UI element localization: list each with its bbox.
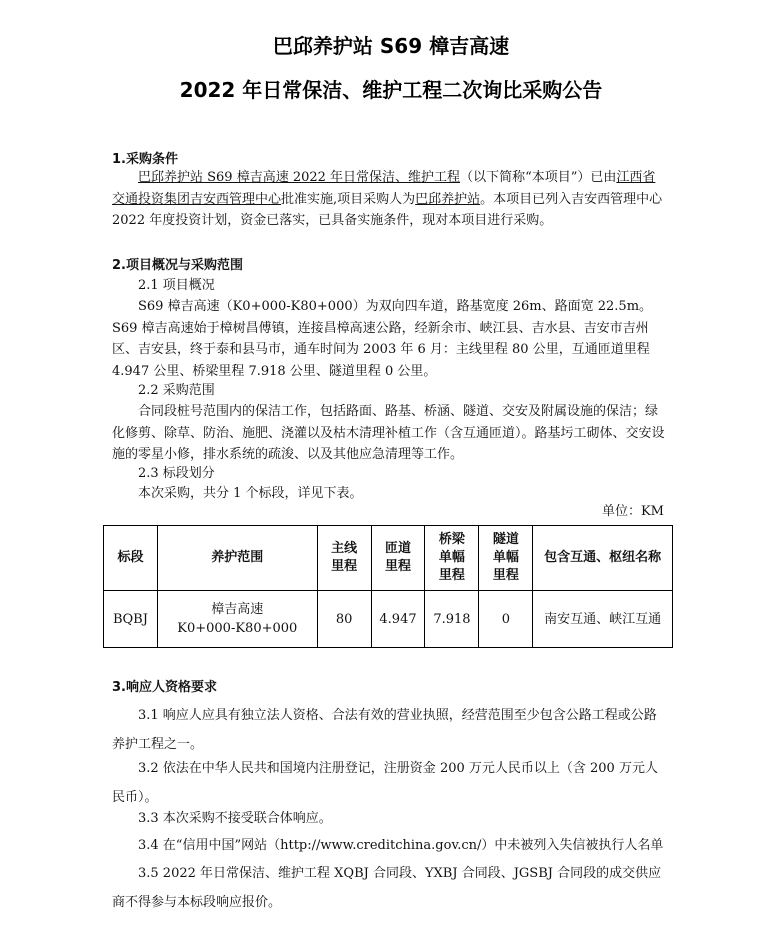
purchaser-name: 巴邱养护站 (415, 191, 481, 207)
table-header-cell: 标段 (104, 526, 158, 591)
item-3-5: 3.5 2022 年日常保洁、维护工程 XQBJ 合同段、YXBJ 合同段、JGSBJ 合同段的成交供应商不得参与本标段响应报价。 (112, 866, 662, 910)
subsection-2-3-title: 2.3 标段划分 (138, 466, 215, 481)
document-title-line2: 2022 年日常保洁、维护工程二次询比采购公告 (179, 78, 603, 102)
cell-mainline: 80 (317, 591, 371, 648)
range-line1: 樟吉高速 (211, 602, 264, 617)
cell-range (157, 591, 317, 648)
item-3-2: 3.2 依法在中华人民共和国境内注册登记，注册资金 200 万元人民币以上（含 200 万元人民币）。 (112, 761, 658, 805)
cell-bridge: 7.918 (425, 591, 479, 648)
section-3-heading: 3.响应人资格要求 (112, 680, 217, 695)
cell-tunnel: 0 (479, 591, 533, 648)
subsection-2-2-text: 合同段桩号范围内的保洁工作，包括路面、路基、桥涵、隧道、交安及附属设施的保洁；绿化修剪、除草、防治、施肥、浇灌以及枯木清理补植工作（含互通匝道）。路基圬工砌体、交安设施的零星小修，排水系统的疏浚、以及其他应急清理等工作。 (112, 404, 665, 462)
subsection-2-2-title: 2.2 采购范围 (138, 383, 215, 398)
cell-section: BQBJ (104, 591, 158, 648)
item-3-1: 3.1 响应人应具有独立法人资格、合法有效的营业执照，经营范围至少包含公路工程或公路养护工程之一。 (112, 708, 657, 752)
item-3-4: 3.4 在“信用中国”网站（http://www.creditchina.gov.cn/）中未被列入失信被执行人名单 (138, 838, 664, 853)
document-title-line1: 巴邱养护站 S69 樟吉高速 (272, 34, 510, 58)
subsection-2-3-text: 本次采购，共分 1 个标段，详见下表。 (138, 486, 363, 501)
section-1-paragraph (112, 167, 668, 232)
table-header-cell: 隧道 单幅 里程 (479, 526, 533, 591)
cell-interchanges: 南安互通、峡江互通 (533, 591, 673, 648)
table-header-cell: 包含互通、枢纽名称 (533, 526, 673, 591)
text-span: （以下简称“本项目”）已由 (460, 170, 617, 185)
subsection-2-1-text: S69 樟吉高速（K0+000-K80+000）为双向四车道，路基宽度 26m、路面宽 22.5m。S69 樟吉高速始于樟树昌傅镇，连接昌樟高速公路，经新余市、峡江县、吉水县、吉安市吉州区、吉安县，终于泰和县马市，通车时间为 2003 年 6 月：主线里程 80 公里，互通匝道里程 4.947 公里、桥梁里程 7.918 公里、隧道里程 0 公里。 (112, 299, 653, 379)
section-2-heading: 2.项目概况与采购范围 (112, 258, 243, 273)
table-header-cell: 养护范围 (157, 526, 317, 591)
range-line2: K0+000-K80+000 (177, 621, 298, 636)
section-1-heading: 1.采购条件 (112, 152, 178, 167)
table-header-row (104, 526, 673, 591)
table-header-cell: 主线 里程 (317, 526, 371, 591)
cell-ramp: 4.947 (371, 591, 425, 648)
item-3-3: 3.3 本次采购不接受联合体响应。 (138, 811, 332, 826)
project-name: 巴邱养护站 S69 樟吉高速 2022 年日常保洁、维护工程 (138, 170, 461, 185)
unit-label: 单位：KM (601, 504, 664, 519)
text-span: 批准实施,项目采购人为 (281, 191, 416, 207)
approval-authority: 江西省交通投资集团吉安西管理中心 (112, 170, 656, 207)
subsection-2-1-title: 2.1 项目概况 (138, 278, 215, 293)
section-table (103, 525, 673, 648)
table-header-cell: 匝道 里程 (371, 526, 425, 591)
table-header-cell: 桥梁 单幅 里程 (425, 526, 479, 591)
text-span: 。本项目已列入吉安西管理中心 2022 年度投资计划，资金已落实，已具备实施条件，现对本项目进行采购。 (112, 191, 663, 228)
table-row (104, 591, 673, 648)
